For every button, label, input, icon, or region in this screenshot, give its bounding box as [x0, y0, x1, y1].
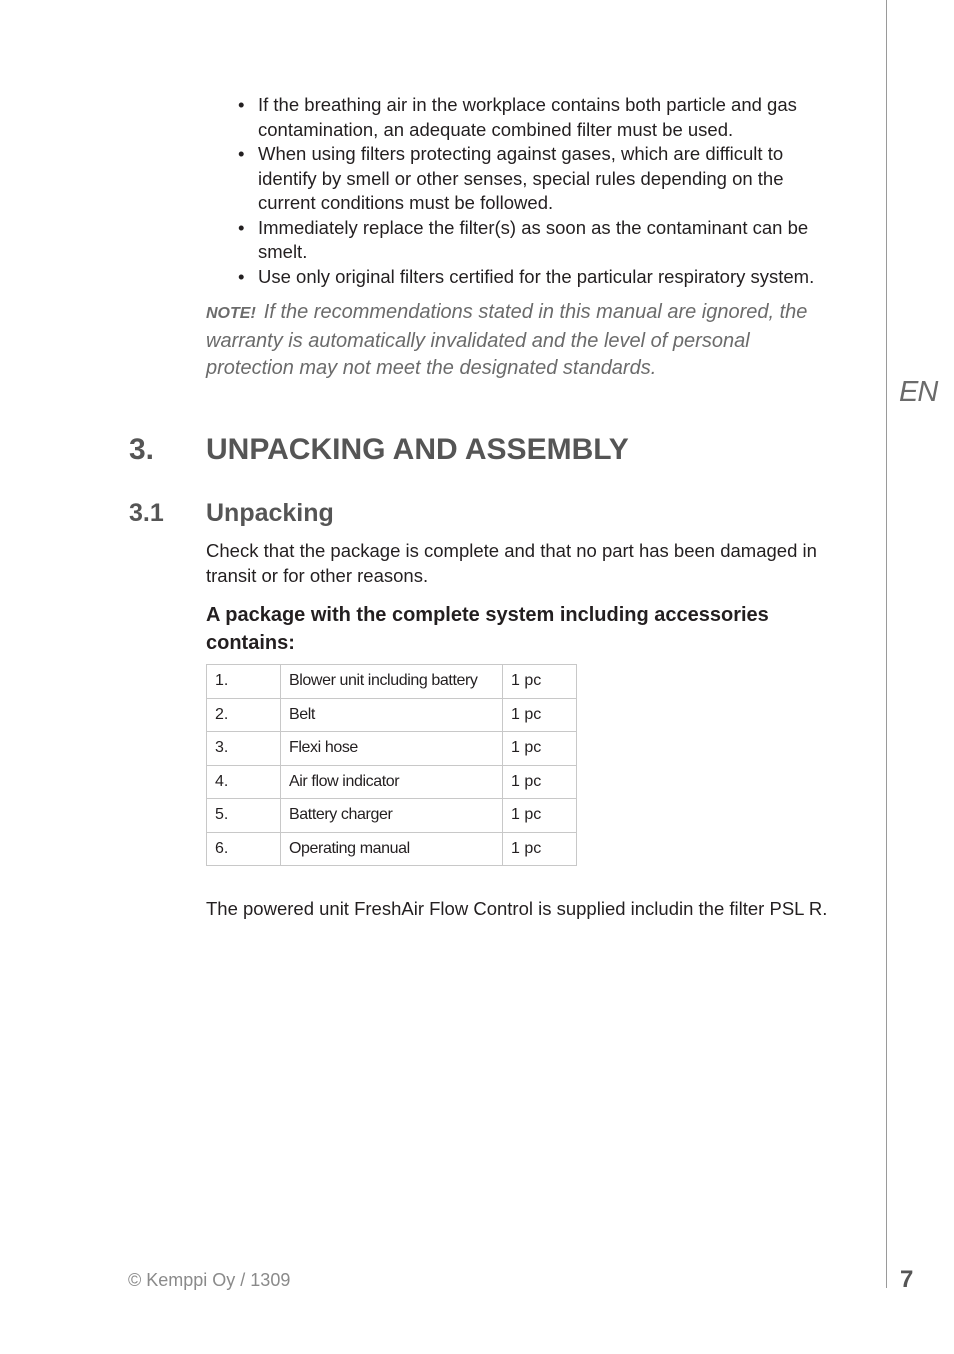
table-row	[207, 799, 577, 833]
item-quantity: 1 pc	[503, 665, 577, 699]
list-item	[236, 265, 846, 290]
filter-rules-list	[236, 93, 846, 289]
list-item	[236, 142, 846, 216]
list-item-text: If the breathing air in the workplace contains both particle and gas contamination, an adequate combined filter must be used.	[258, 94, 797, 140]
item-quantity: 1 pc	[503, 799, 577, 833]
package-contents-table	[206, 664, 577, 866]
table-row	[207, 698, 577, 732]
section-title: UNPACKING AND ASSEMBLY	[206, 433, 629, 466]
bullet-icon: •	[238, 94, 245, 115]
page-number: 7	[900, 1266, 914, 1293]
item-name: Air flow indicator	[281, 765, 503, 799]
margin-rule	[886, 0, 887, 1288]
item-number: 1.	[207, 665, 281, 699]
item-number: 4.	[207, 765, 281, 799]
list-item-text: Immediately replace the filter(s) as soon as the contaminant can be smelt.	[258, 216, 809, 262]
item-name: Belt	[281, 698, 503, 732]
subsection-title: Unpacking	[206, 499, 334, 527]
note-tag: NOTE!	[206, 305, 256, 322]
item-quantity: 1 pc	[503, 832, 577, 866]
item-name: Battery charger	[281, 799, 503, 833]
item-quantity: 1 pc	[503, 732, 577, 766]
list-item	[236, 216, 846, 265]
item-number: 6.	[207, 832, 281, 866]
intro-paragraph: Check that the package is complete and that no part has been damaged in transit or for other reasons.	[206, 540, 817, 586]
warranty-note	[206, 299, 836, 383]
language-tab: EN	[899, 376, 938, 408]
item-number: 2.	[207, 698, 281, 732]
bullet-icon: •	[238, 143, 245, 164]
bullet-icon: •	[238, 265, 245, 287]
table-row	[207, 765, 577, 799]
list-item-text: When using filters protecting against gases, which are difficult to identify by smell or other senses, special rules depending on the current conditions must be followed.	[258, 143, 784, 213]
subsection-number: 3.1	[129, 499, 164, 527]
note-text: If the recommendations stated in this manual are ignored, the warranty is automatically invalidated and the level of personal protection may not meet the designated standards.	[206, 301, 808, 379]
item-quantity: 1 pc	[503, 698, 577, 732]
table-row	[207, 665, 577, 699]
copyright-footer: © Kemppi Oy / 1309	[128, 1270, 291, 1290]
table-row	[207, 832, 577, 866]
item-name: Blower unit including battery	[281, 665, 503, 699]
item-name: Operating manual	[281, 832, 503, 866]
item-name: Flexi hose	[281, 732, 503, 766]
package-heading: A package with the complete system including accessories contains:	[206, 604, 769, 654]
bullet-icon: •	[238, 216, 245, 238]
item-number: 3.	[207, 732, 281, 766]
filter-note: The powered unit FreshAir Flow Control is supplied includin the filter PSL R.	[206, 898, 828, 919]
table-row	[207, 732, 577, 766]
item-quantity: 1 pc	[503, 765, 577, 799]
section-number: 3.	[129, 433, 155, 466]
list-item-text: Use only original filters certified for the particular respiratory system.	[258, 265, 815, 287]
item-number: 5.	[207, 799, 281, 833]
list-item	[236, 93, 846, 142]
